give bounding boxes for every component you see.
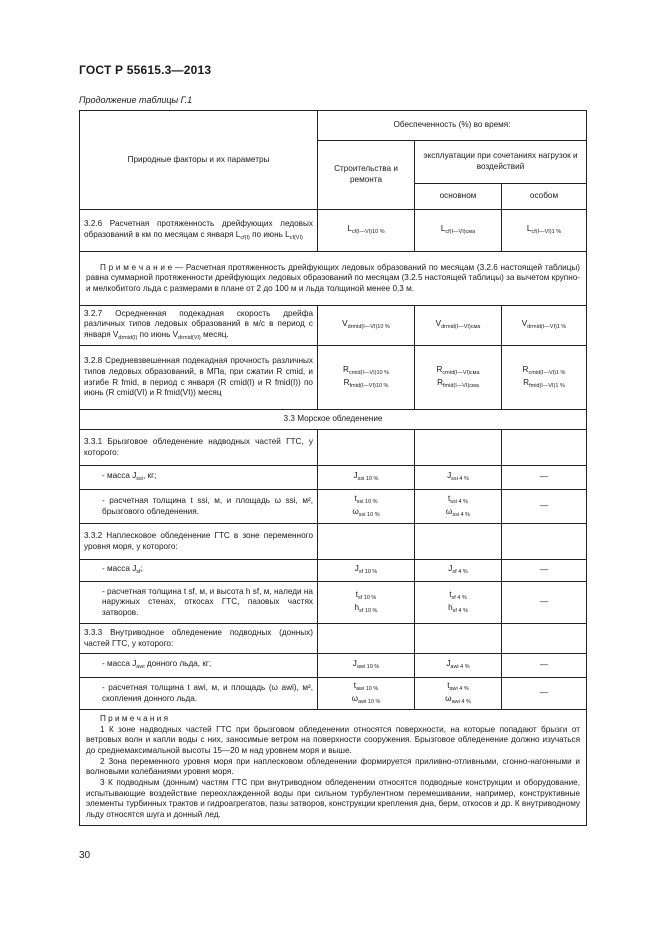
table-row: [80, 560, 587, 582]
value-cell: $R_{cmid(I—VI)сма}$ $R_{fmid(I—VI)сма}$: [415, 346, 502, 410]
value-cell: $L_{cf(I—VI)сма}$: [415, 210, 502, 252]
row-text: - масса $J_{ssi}$, кг;: [80, 466, 318, 490]
row-text: 3.3.1 Брызговое обледенение надводных частей ГТС, у которого:: [80, 430, 318, 466]
table-row: [80, 210, 587, 252]
value-cell: $t_{sf 10 \%}$ $h_{sf 10 \%}$: [318, 582, 415, 624]
section-heading: 3.3 Морское обледенение: [80, 410, 587, 430]
value-cell: $V_{drmid(I—VI)10 \%}$: [318, 306, 415, 346]
value-cell: $J_{ssi 10 \%}$: [318, 466, 415, 490]
row-text: 3.3.3 Внутриводное обледенение подводных (донных) частей ГТС, у которого:: [80, 624, 318, 654]
table-row: [80, 678, 587, 710]
table-row: [80, 430, 587, 466]
value-cell: $L_{cf(I—VI)10 \%}$: [318, 210, 415, 252]
table-caption: Продолжение таблицы Г.1: [79, 95, 193, 105]
header-construction: Строительства и ремонта: [318, 141, 415, 210]
table-row: [80, 524, 587, 560]
value-cell: $t_{awi 4 \%}$ $\omega_{awi 4 \%}$: [415, 678, 502, 710]
row-text: - масса $J_{sf}$;: [80, 560, 318, 582]
row-text: - масса $J_{awi}$ донного льда, кг;: [80, 654, 318, 678]
value-cell: —: [502, 582, 587, 624]
table-row: [80, 582, 587, 624]
value-cell: $L_{cf(I—VI)1 \%}$: [502, 210, 587, 252]
table-row: [80, 306, 587, 346]
header-special: особом: [502, 184, 587, 210]
header-operation: эксплуатации при сочетаниях нагрузок и воздействий: [415, 141, 587, 184]
header-factors: Природные факторы и их параметры: [80, 111, 318, 210]
value-cell: —: [502, 654, 587, 678]
requirements-table: [79, 110, 587, 826]
value-cell: $J_{awi 10 \%}$: [318, 654, 415, 678]
value-cell: $J_{awi 4 \%}$: [415, 654, 502, 678]
row-text: 3.2.7 Осредненная подекадная скорость дрейфа различных типов ледовых образований в м/с в период с января $V_{drmid(I)}$ по июнь $V_{drmid(VI)}$ месяц.: [80, 306, 318, 346]
value-cell: $R_{cmid(I—VI)10 \%}$ $R_{fmid(I—VI)10 \%}$: [318, 346, 415, 410]
note-item: 2 Зона переменного уровня моря при наплесковом обледенении формируется приливно-отливными, сгонно-нагонными и волновыми колебаниями уровня моря.: [86, 756, 581, 777]
notes-title: П р и м е ч а н и я: [100, 714, 169, 723]
header-basic: основном: [415, 184, 502, 210]
note-item: 1 К зоне надводных частей ГТС при брызговом обледенении относятся поверхности, на которые попадают брызги от ветровых волн и капли воды с них, заносимые ветром на поверхности сооружения. Брызговое обледенение должно изучаться до среднемаксимальной высоты 15—20 м над уровнем моря и выше.: [86, 724, 581, 755]
note-item: 3 К подводным (донным) частям ГТС при внутриводном обледенении относятся подводные конструкции и оборудование, испытывающие воздействие переохлажденной воды при сильном турбулентном перемешивании, например, конструктивные элементы турбинных трактов и гидроагрегатов, пазы затворов, конструкции крепления дна, берм, откосов и др. К внутриводному льду относятся шуга и донный лед.: [86, 777, 581, 819]
note-row: П р и м е ч а н и е — Расчетная протяженность дрейфующих ледовых образований по месяцам (3.2.6 настоящей таблицы) равна суммарной протяженности дрейфующих ледовых образований по месяцам (3.2.5 настоящей таблицы) за вычетом крупно- и мелкобитого льда с размерами в плане от 2 до 100 м и льда толщиной менее 0,3 м.: [80, 252, 587, 306]
table-row: [80, 490, 587, 524]
document-title: ГОСТ Р 55615.3—2013: [79, 63, 212, 77]
value-cell: $V_{drmid(I—VI)1 \%}$: [502, 306, 587, 346]
value-cell: $J_{sf 10 \%}$: [318, 560, 415, 582]
value-cell: $J_{sf 4 \%}$: [415, 560, 502, 582]
table-row: [80, 624, 587, 654]
table-row: [80, 654, 587, 678]
value-cell: $R_{cmid(I—VI)1 \%}$ $R_{fmid(I—VI)1 \%}$: [502, 346, 587, 410]
value-cell: $t_{sf 4 \%}$ $h_{sf 4 \%}$: [415, 582, 502, 624]
value-cell: —: [502, 490, 587, 524]
value-cell: $t_{ssi 4 \%}$ $\omega_{ssi 4 \%}$: [415, 490, 502, 524]
table-row: [80, 466, 587, 490]
value-cell: —: [502, 560, 587, 582]
value-cell: $V_{drmid(I—VI)сма}$: [415, 306, 502, 346]
row-text: - расчетная толщина t awi, м, и площадь (ω awi), м², скопления донного льда.: [80, 678, 318, 710]
row-text: 3.2.8 Средневзвешенная подекадная прочность различных типов ледовых образований, в МПа, при сжатии R cmid, и изгибе R fmid, в период с января (R cmid(I) и R fmid(I)) по июнь (R cmid(VI) и R fmid(VI)) месяц: [80, 346, 318, 410]
header-provision: Обеспеченность (%) во время:: [318, 111, 587, 141]
value-cell: $t_{awi 10 \%}$ $\omega_{awi 10 \%}$: [318, 678, 415, 710]
value-cell: —: [502, 678, 587, 710]
notes-block: [80, 710, 587, 826]
row-text: - расчетная толщина t sf, м, и высота h sf, м, наледи на наружных стенах, откосах ГТС, пазовых частях затворов.: [80, 582, 318, 624]
value-cell: $J_{ssi 4 \%}$: [415, 466, 502, 490]
value-cell: $t_{ssi 10 \%}$ $\omega_{ssi 10 \%}$: [318, 490, 415, 524]
row-text: 3.2.6 Расчетная протяженность дрейфующих ледовых образований в км по месяцам с января $L_{cf(I)}$ по июнь $L_{cf(VI)}$: [80, 210, 318, 252]
row-text: - расчетная толщина t ssi, м, и площадь ω ssi, м², брызгового обледенения.: [80, 490, 318, 524]
row-text: 3.3.2 Наплесковое обледенение ГТС в зоне переменного уровня моря, у которого:: [80, 524, 318, 560]
table-row: [80, 346, 587, 410]
page-number: 30: [79, 850, 91, 861]
value-cell: —: [502, 466, 587, 490]
